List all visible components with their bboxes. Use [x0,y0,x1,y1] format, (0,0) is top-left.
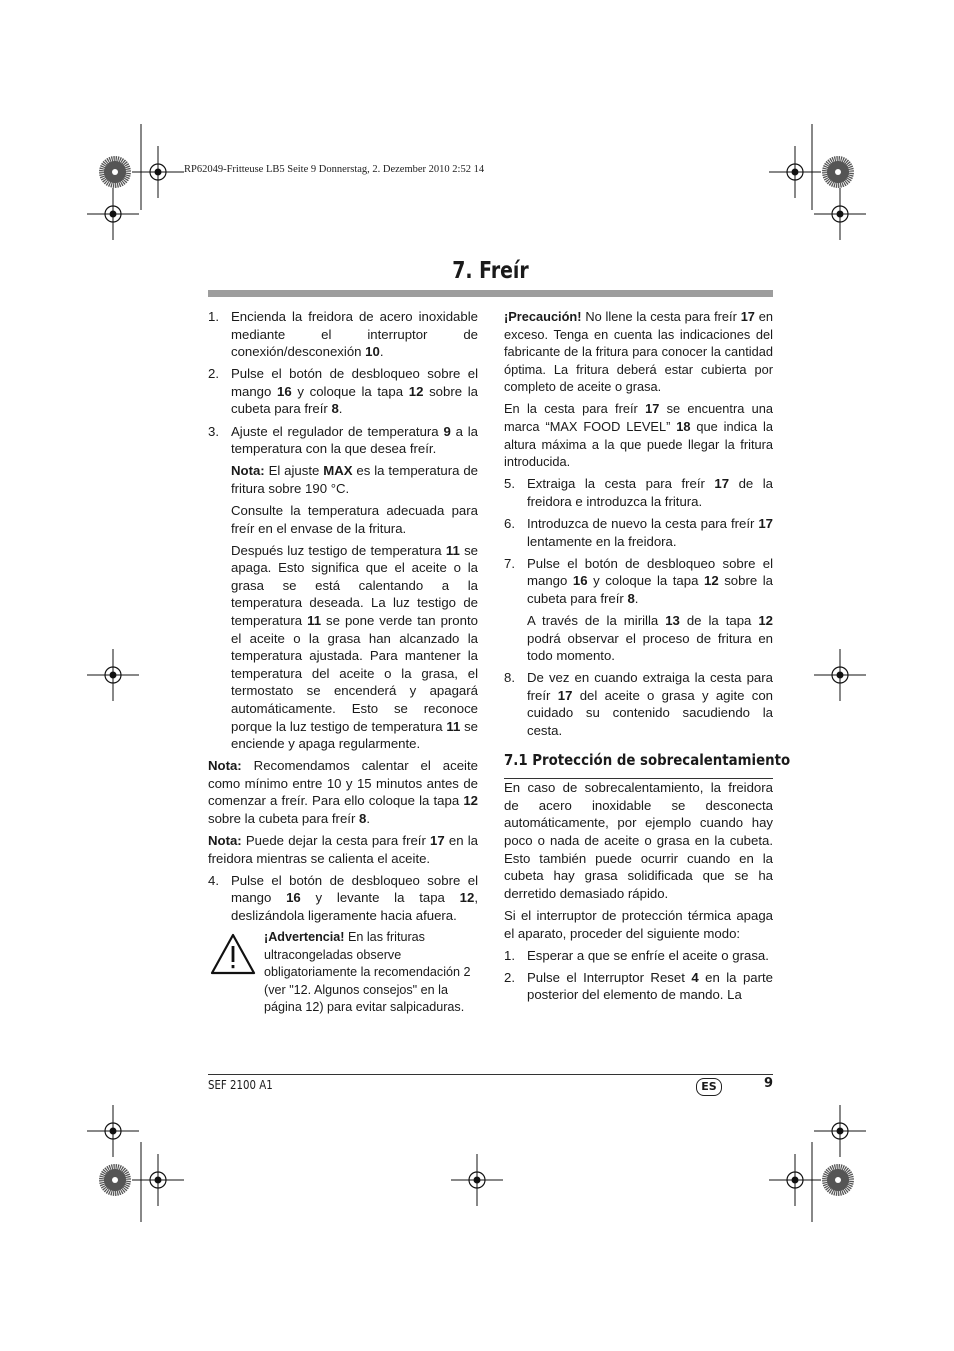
item-number: 8. [504,670,515,686]
list-item: 5. Extraiga la cesta para freír 17 de la freidora e introduzca la fritura. [504,476,773,509]
language-badge: ES [696,1078,722,1096]
paragraph: A través de la mirilla 13 de la tapa 12 podrá observar el proceso de fritura en todo momento. [527,613,773,664]
model-number: SEF 2100 A1 [208,1078,273,1092]
item-number: 3. [208,423,219,439]
footer-rule [208,1074,773,1075]
list-item: 7. Pulse el botón de desbloqueo sobre el mango 16 y coloque la tapa 12 sobre la cubeta para freír 8. [504,555,773,606]
paragraph: Después luz testigo de temperatura 11 se apaga. Esto significa que el aceite o la grasa se está calentando a la temperatura deseada. La luz testigo de temperatura 11 se pone verde tan pronto el aceite o la grasa han alcanzado la temperatura ajustada. Para mantener la temperatura del aceite o la grasa, el termostato se encenderá y apagará automáticamente. Esto se reconoce porque la luz testigo de temperatura 11 se enciende y apaga regularmente. [231,542,479,752]
page-title: 7. Freír [452,258,529,284]
note-paragraph: Nota: Recomendamos calentar el aceite como mínimo entre 10 y 15 minutos antes de comenzar a freír. Para ello coloque la tapa 12 sobre la cubeta para freír 8. [208,758,478,827]
print-header: RP62049-Fritteuse LB5 Seite 9 Donnerstag, 2. Dezember 2010 2:52 14 [184,164,485,175]
item-number: 1. [504,947,515,963]
list-item: 2. Pulse el botón de desbloqueo sobre el mango 16 y coloque la tapa 12 sobre la cubeta para freír 8. [208,366,478,417]
page-number: 9 [763,1076,773,1091]
note-paragraph: Nota: El ajuste MAX es la temperatura de fritura sobre 190 °C. [231,463,478,496]
warning-triangle-icon [210,933,256,975]
item-number: 4. [208,872,219,888]
section-heading [504,750,791,780]
warning-box: ¡Advertencia! En las frituras ultracongeladas observe obligatoriamente la recomendación 2 (ver "12. Algunos consejos" en la página 12) para evitar salpicaduras. [208,929,478,1017]
item-number: 2. [208,366,219,382]
paragraph: Consulte la temperatura adecuada para freír en el envase de la fritura. [231,502,478,536]
item-number: 5. [504,476,515,492]
left-column [208,308,478,1017]
list-item: 1. Esperar a que se enfríe el aceite o grasa. [504,947,769,963]
list-item: 2. Pulse el Interruptor Reset 4 en la parte posterior del elemento de mando. La [504,969,773,1003]
item-number: 6. [504,516,515,532]
paragraph: Si el interruptor de protección térmica apaga el aparato, proceder del siguiente modo: [504,907,773,941]
note-paragraph: Nota: Puede dejar la cesta para freír 17 en la freidora mientras se calienta el aceite. [208,833,478,866]
list-item: 3. Ajuste el regulador de temperatura 9 a la temperatura con la que desea freír. [208,423,478,457]
list-item: 4. Pulse el botón de desbloqueo sobre el mango 16 y levante la tapa 12, deslizándola ligeramente hacia afuera. [208,872,478,923]
title-bar [208,290,773,297]
list-item: 1. Encienda la freidora de acero inoxidable mediante el interruptor de conexión/desconexión 10. [208,309,478,360]
caution-paragraph: ¡Precaución! No llene la cesta para freír 17 en exceso. Tenga en cuenta las indicaciones del fabricante de la fritura para conocer la cantidad óptima. La fritura deberá estar cubierta por completo de aceite o grasa. [504,309,773,395]
section-title: 7.1 Protección de sobrecalentamiento [504,750,791,769]
paragraph: En caso de sobrecalentamiento, la freidora de acero inoxidable se desconecta automáticamente, por ejemplo cuando hay poco o nada de aceite o grasa en la cubeta. Esto también puede ocurrir cuando en la cubeta hay grasa solidificada que se ha derretido demasiado rápido. [504,780,773,901]
item-number: 1. [208,309,219,324]
item-number: 2. [504,969,515,985]
right-column [504,308,791,1008]
list-item: 6. Introduzca de nuevo la cesta para freír 17 lentamente en la freidora. [504,516,773,549]
section-rule [504,778,773,779]
paragraph: En la cesta para freír 17 se encuentra una marca “MAX FOOD LEVEL” 18 que indica la altura máxima a la que puede llegar la fritura introducida. [504,401,774,470]
item-number: 7. [504,555,515,571]
list-item: 8. De vez en cuando extraiga la cesta para freír 17 del aceite o grasa y agite con cuidado su contenido sacudiendo la cesta. [504,670,773,739]
